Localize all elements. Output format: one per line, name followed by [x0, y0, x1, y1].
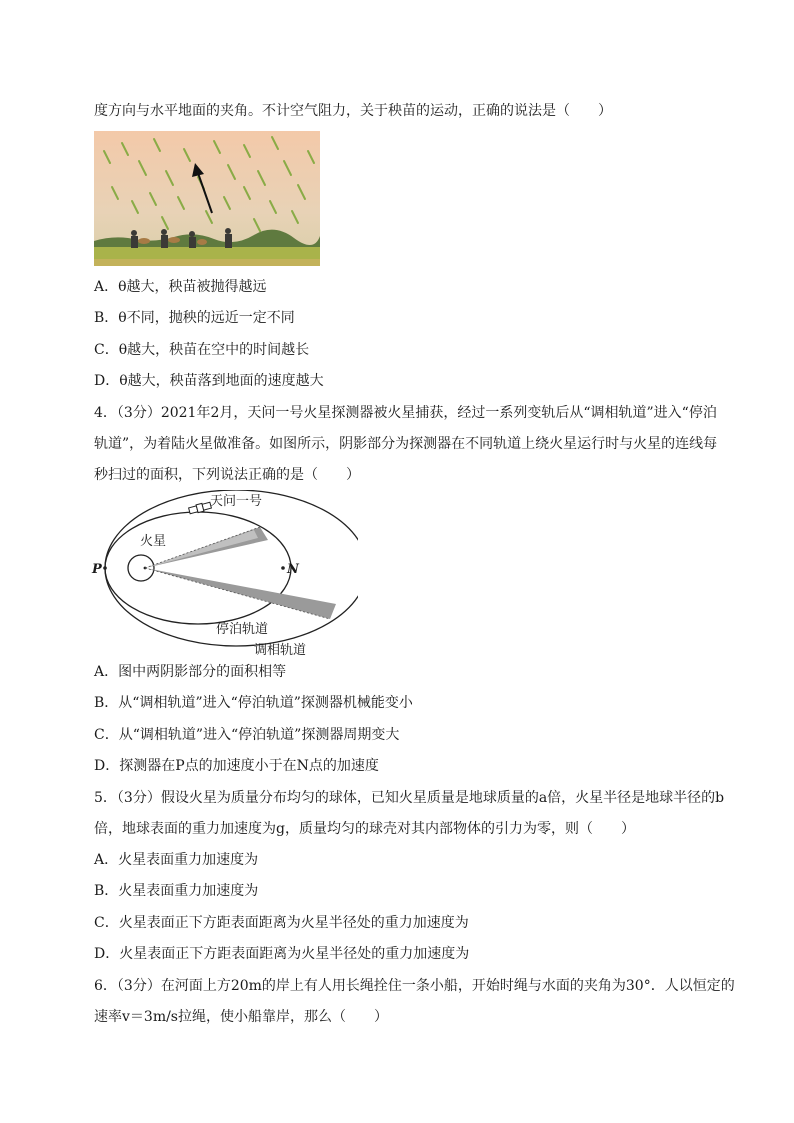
- q6-stem-line-2: 速率v＝3m/s拉绳，使小船靠岸，那么（ ）: [94, 1009, 388, 1025]
- q4-option-a: A．图中两阴影部分的面积相等: [94, 664, 287, 680]
- q3-option-a: A．θ越大，秧苗被抛得越远: [94, 279, 267, 295]
- q5-stem-line-1: 5．（3分）假设火星为质量分布均匀的球体，已知火星质量是地球质量的a倍，火星半径是地球半径的b: [94, 790, 725, 806]
- mars-planet: [128, 555, 154, 581]
- q3-stem: 度方向与水平地面的夹角。不计空气阻力，关于秧苗的运动，正确的说法是（ ）: [94, 103, 612, 119]
- q4-stem-line-1: 4．（3分）2021年2月，天问一号火星探测器被火星捕获，经过一系列变轨后从“调相轨道”进入“停泊: [94, 405, 717, 421]
- q5-option-a: A．火星表面重力加速度为: [94, 852, 259, 868]
- q4-stem-line-2: 轨道”，为着陆火星做准备。如图所示，阴影部分为探测器在不同轨道上绕火星运行时与火星的连线每: [94, 436, 718, 452]
- q4-option-b: B．从“调相轨道”进入“停泊轨道”探测器机械能变小: [94, 695, 413, 711]
- q3-option-c: C．θ越大，秧苗在空中的时间越长: [94, 342, 310, 358]
- probe-label: 天问一号: [210, 494, 263, 509]
- planet-label: 火星: [140, 534, 167, 549]
- point-p-label: P: [92, 562, 102, 577]
- q3-option-b: B．θ不同，抛秧的远近一定不同: [94, 310, 295, 326]
- q5-option-c: C．火星表面正下方距表面距离为火星半径处的重力加速度为: [94, 915, 469, 931]
- q5-option-d: D．火星表面正下方距表面距离为火星半径处的重力加速度为: [94, 946, 470, 962]
- inner-orbit-label: 停泊轨道: [216, 622, 269, 637]
- orbit-diagram: [88, 490, 358, 660]
- outer-orbit-label: 调相轨道: [254, 643, 307, 658]
- rice-throwing-photo: [94, 131, 320, 266]
- q4-stem-line-3: 秒扫过的面积，下列说法正确的是（ ）: [94, 467, 360, 483]
- point-n-label: N: [287, 562, 299, 577]
- q5-stem-line-2: 倍，地球表面的重力加速度为g，质量均匀的球壳对其内部物体的引力为零，则（ ）: [94, 821, 635, 837]
- q4-option-c: C．从“调相轨道”进入“停泊轨道”探测器周期变大: [94, 727, 400, 743]
- q3-option-d: D．θ越大，秧苗落到地面的速度越大: [94, 373, 324, 389]
- q4-option-d: D．探测器在P点的加速度小于在N点的加速度: [94, 758, 379, 774]
- q5-option-b: B．火星表面重力加速度为: [94, 883, 259, 899]
- q6-stem-line-1: 6．（3分）在河面上方20m的岸上有人用长绳拴住一条小船，开始时绳与水面的夹角为30°．人以恒定的: [94, 978, 735, 994]
